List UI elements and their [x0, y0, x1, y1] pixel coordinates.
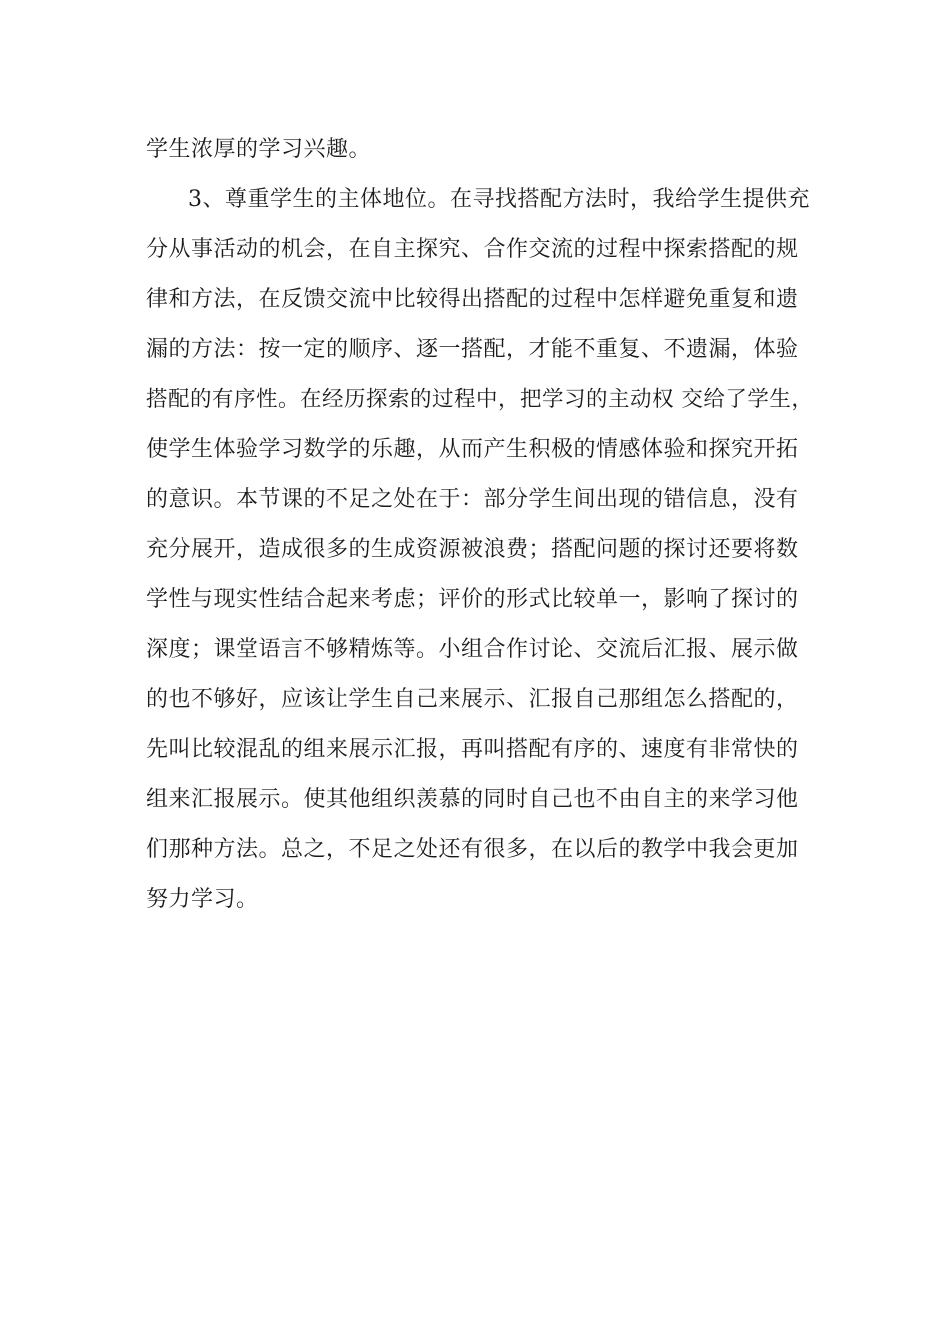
text-line-2: 3、尊重学生的主体地位。在寻找搭配方法时，我给学生提供充 — [188, 187, 810, 212]
text-line-11: 深度；课堂语言不够精炼等。小组合作讨论、交流后汇报、展示做 — [146, 637, 799, 662]
text-line-12: 的也不够好，应该让学生自己来展示、汇报自己那组怎么搭配的， — [146, 687, 799, 712]
text-line-16: 努力学习。 — [146, 887, 259, 912]
text-line-5: 漏的方法：按一定的顺序、逐一搭配，才能不重复、不遗漏，体验 — [146, 337, 799, 362]
text-line-3: 分从事活动的机会，在自主探究、合作交流的过程中探索搭配的规 — [146, 237, 799, 262]
text-line-8: 的意识。本节课的不足之处在于：部分学生间出现的错信息，没有 — [146, 487, 799, 512]
text-line-6: 搭配的有序性。在经历探索的过程中，把学习的主动权 交给了学生， — [146, 387, 814, 412]
text-line-13: 先叫比较混乱的组来展示汇报，再叫搭配有序的、速度有非常快的 — [146, 737, 799, 762]
text-line-9: 充分展开，造成很多的生成资源被浪费；搭配问题的探讨还要将数 — [146, 537, 799, 562]
text-line-15: 们那种方法。总之，不足之处还有很多，在以后的教学中我会更加 — [146, 837, 799, 862]
text-line-10: 学性与现实性结合起来考虑；评价的形式比较单一，影响了探讨的 — [146, 587, 799, 612]
text-line-1: 学生浓厚的学习兴趣。 — [146, 137, 372, 162]
text-line-7: 使学生体验学习数学的乐趣，从而产生积极的情感体验和探究开拓 — [146, 437, 799, 462]
text-line-4: 律和方法，在反馈交流中比较得出搭配的过程中怎样避免重复和遗 — [146, 287, 799, 312]
text-line-14: 组来汇报展示。使其他组织羡慕的同时自己也不由自主的来学习他 — [146, 787, 799, 812]
